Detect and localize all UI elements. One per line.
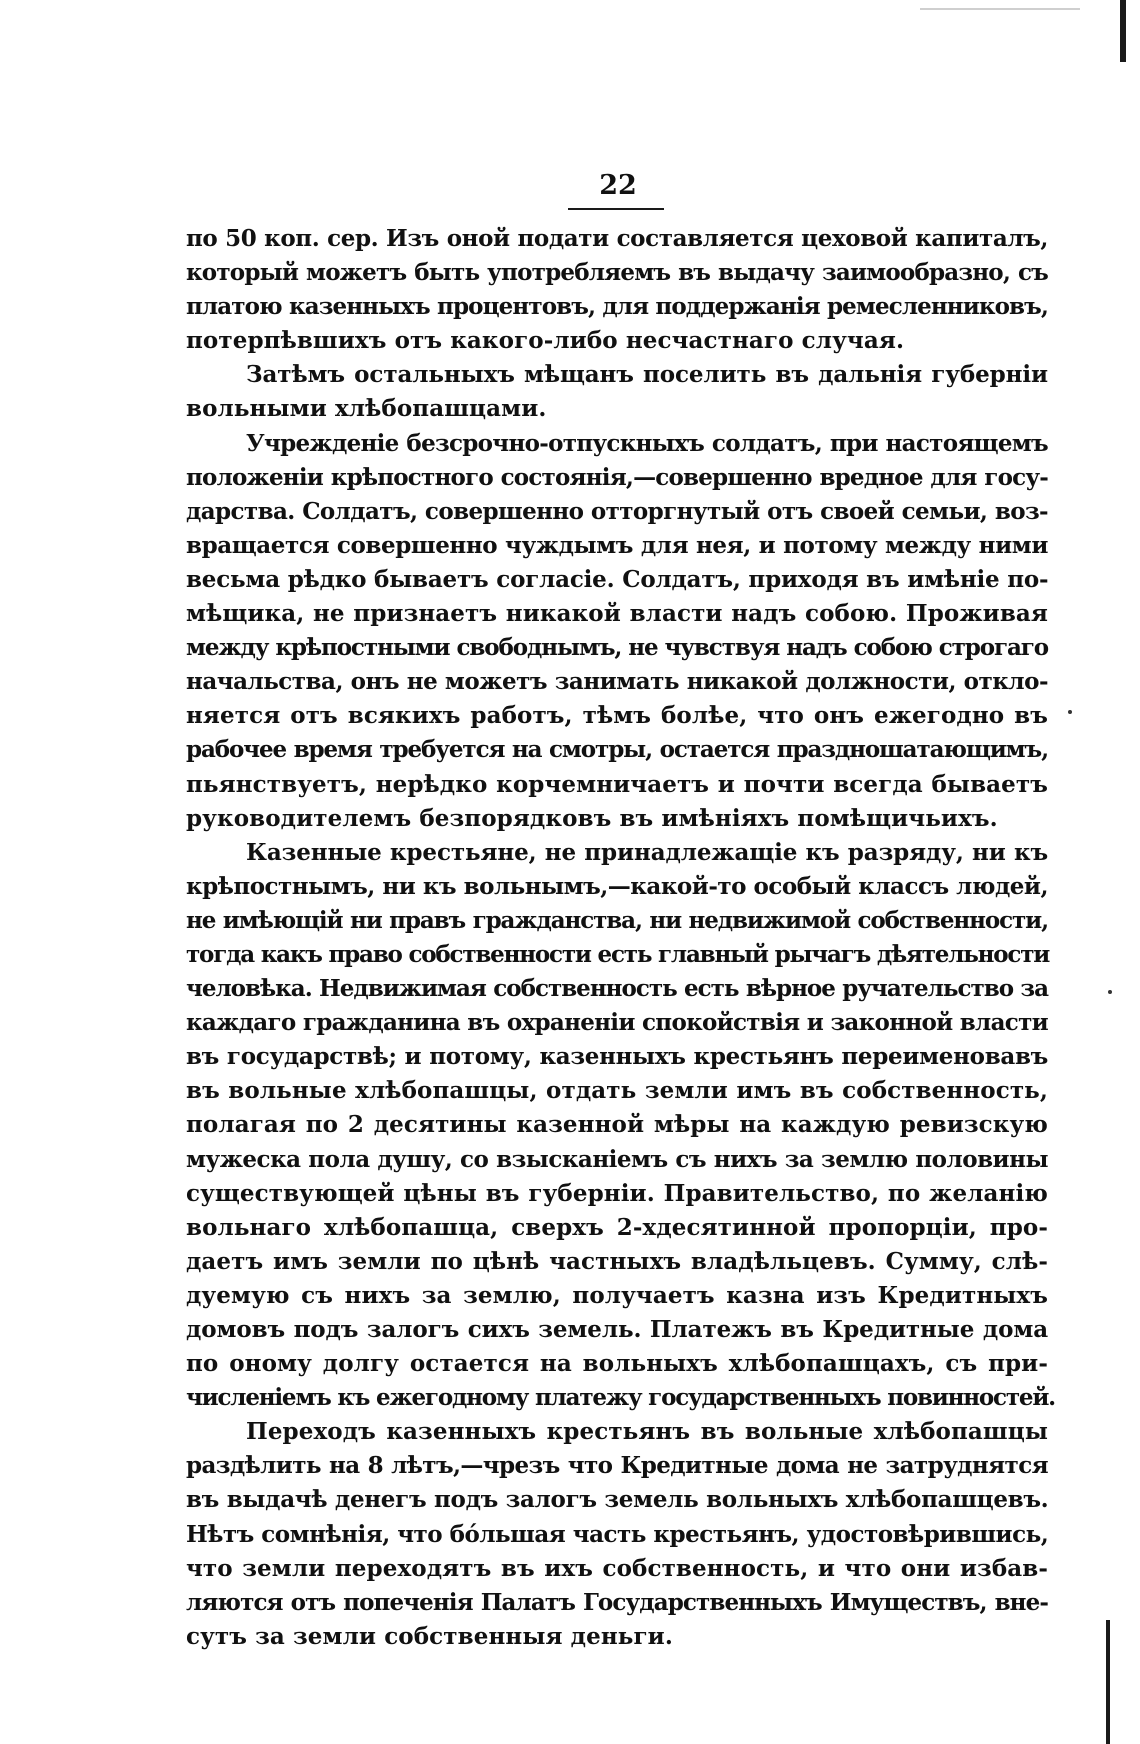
scan-edge-bar-top [1120,0,1126,62]
text-line: вращается совершенно чуждымъ для нея, и потому между ними [186,531,1048,559]
text-line: каждаго гражданина въ охраненіи спокойствія и законной власти [186,1009,1048,1037]
paragraph-4 [186,836,1055,1416]
text-line: ляются отъ попеченія Палатъ Государственныхъ Имуществъ, вне- [186,1588,1048,1616]
paragraph-3 [186,427,1048,836]
page-number-rule [568,208,664,210]
text-line: тогда какъ право собственности есть главный рычагъ дѣятельности [186,940,1050,968]
text-line: вольнаго хлѣбопашца, сверхъ 2-хдесятинной пропорціи, про- [186,1213,1048,1241]
text-line: няется отъ всякихъ работъ, тѣмъ болѣе, что онъ ежегодно въ [186,702,1048,730]
paragraph-2 [186,358,1048,426]
text-line: по 50 коп. сер. Изъ оной подати составляется цеховой капиталъ, [186,225,1048,252]
text-line: мужеска пола душу, со взысканіемъ съ нихъ за землю половины [186,1145,1048,1173]
text-line: положеніи крѣпостного состоянія,—совершенно вредное для госу- [186,463,1048,491]
text-line: Нѣтъ сомнѣнія, что бóльшая часть крестьянъ, удостовѣрившись, [186,1520,1049,1548]
text-line: численіемъ къ ежегодному платежу государственныхъ повинностей. [186,1384,1055,1412]
text-line: пьянствуетъ, нерѣдко корчемничаетъ и почти всегда бываетъ [186,770,1048,798]
paragraph-1 [186,222,1048,358]
text-line: мѣщика, не признаетъ никакой власти надъ собою. Проживая [186,600,1048,628]
scan-speck [1068,710,1072,714]
text-line: платою казенныхъ процентовъ, для поддержанія ремесленниковъ, [186,293,1048,321]
text-line: который можетъ быть употребляемъ въ выдачу заимообразно, съ [186,259,1048,287]
text-line: въ выдачѣ денегъ подъ залогъ земель вольныхъ хлѣбопашцевъ. [186,1486,1049,1514]
text-line: начальства, онъ не можетъ занимать никакой должности, откло- [186,668,1048,696]
text-line: сутъ за земли собственныя деньги. [186,1622,673,1650]
text-line: что земли переходятъ въ ихъ собственность, и что они избав- [186,1554,1048,1582]
text-line: даетъ имъ земли по цѣнѣ частныхъ владѣльцевъ. Сумму, слѣ- [186,1247,1048,1275]
text-line: домовъ подъ залогъ сихъ земель. Платежъ въ Кредитные дома [186,1316,1048,1343]
text-line: въ государствѣ; и потому, казенныхъ крестьянъ переименовавъ [186,1043,1048,1071]
text-line: въ вольные хлѣбопашцы, отдать земли имъ въ собственность, [186,1077,1048,1105]
text-line: дарства. Солдатъ, совершенно отторгнутый отъ своей семьи, воз- [186,497,1048,525]
scan-edge-bar-bottom [1106,1620,1110,1744]
paragraph-5 [186,1415,1048,1654]
text-line: дуемую съ нихъ за землю, получаетъ казна изъ Кредитныхъ [186,1281,1048,1309]
text-line: Затѣмъ остальныхъ мѣщанъ поселить въ дальнія губерніи [246,361,1048,389]
text-line: раздѣлить на 8 лѣтъ,—чрезъ что Кредитные дома не затруднятся [186,1452,1048,1480]
page-number: 22 [599,170,637,201]
text-line: руководителемъ безпорядковъ въ имѣніяхъ помѣщичьихъ. [186,804,998,832]
text-line: потерпѣвшихъ отъ какого-либо несчастнаго случая. [186,327,905,355]
text-line: вольными хлѣбопашцами. [186,395,547,423]
scan-speck [1108,990,1112,994]
text-line: рабочее время требуется на смотры, остается праздношатающимъ, [186,736,1048,764]
scan-edge-line [920,8,1080,10]
text-line: по оному долгу остается на вольныхъ хлѣбопашцахъ, съ при- [186,1350,1048,1378]
text-line: существующей цѣны въ губерніи. Правительство, по желанію [186,1179,1048,1207]
text-line: человѣка. Недвижимая собственность есть вѣрное ручательство за [186,975,1048,1003]
text-line: весьма рѣдко бываетъ согласіе. Солдатъ, приходя въ имѣніе по- [186,565,1049,593]
text-line: полагая по 2 десятины казенной мѣры на каждую ревизскую [186,1111,1048,1139]
text-line: крѣпостнымъ, ни къ вольнымъ,—какой-то особый классъ людей, [186,872,1048,900]
text-line: Переходъ казенныхъ крестьянъ въ вольные хлѣбопашцы [246,1418,1048,1446]
body-text [186,222,1055,1654]
text-line: не имѣющій ни правъ гражданства, ни недвижимой собственности, [186,906,1048,934]
text-line: Учрежденіе безсрочно-отпускныхъ солдатъ, при настоящемъ [246,429,1048,457]
text-line: между крѣпостными свободнымъ, не чувствуя надъ собою строгаго [186,634,1048,662]
text-line: Казенные крестьяне, не принадлежащіе къ разряду, ни къ [246,838,1048,866]
